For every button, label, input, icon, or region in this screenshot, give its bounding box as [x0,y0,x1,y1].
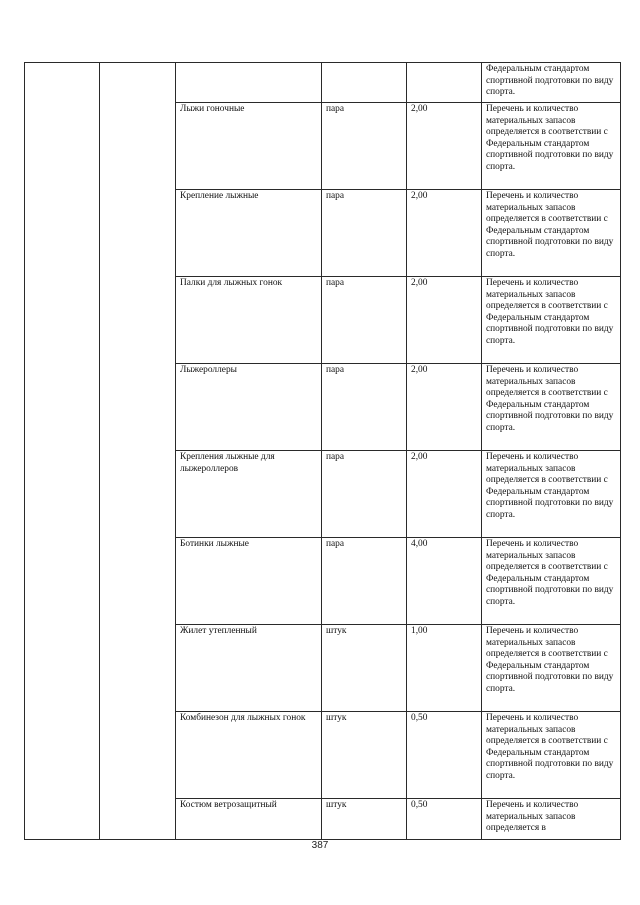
quantity-cell: 2,00 [407,103,482,190]
quantity-cell: 1,00 [407,625,482,712]
quantity-cell: 2,00 [407,451,482,538]
merged-empty-cell-col2 [100,63,176,840]
item-name-cell: Лыжи гоночные [176,103,322,190]
equipment-table [24,62,621,840]
quantity-cell: 2,00 [407,364,482,451]
quantity-cell: 2,00 [407,277,482,364]
note-cell: Перечень и количество материальных запасов определяется в соответствии с Федеральным стандартом спортивной подготовки по виду спорта. [482,712,621,799]
item-name-cell: Крепление лыжные [176,190,322,277]
note-cell: Перечень и количество материальных запасов определяется в соответствии с Федеральным стандартом спортивной подготовки по виду спорта. [482,277,621,364]
note-cell: Федеральным стандартом спортивной подготовки по виду спорта. [482,63,621,103]
item-name-cell: Жилет утепленный [176,625,322,712]
note-cell: Перечень и количество материальных запасов определяется в соответствии с Федеральным стандартом спортивной подготовки по виду спорта. [482,190,621,277]
item-name-cell: Палки для лыжных гонок [176,277,322,364]
note-cell: Перечень и количество материальных запасов определяется в [482,799,621,840]
note-cell: Перечень и количество материальных запасов определяется в соответствии с Федеральным стандартом спортивной подготовки по виду спорта. [482,364,621,451]
merged-empty-cell-col1 [25,63,100,840]
unit-cell: пара [322,103,407,190]
table-row [25,63,621,103]
quantity-cell: 4,00 [407,538,482,625]
unit-cell: пара [322,364,407,451]
equipment-table-body [25,63,621,840]
item-name-cell [176,63,322,103]
unit-cell: пара [322,451,407,538]
quantity-cell: 0,50 [407,799,482,840]
note-cell: Перечень и количество материальных запасов определяется в соответствии с Федеральным стандартом спортивной подготовки по виду спорта. [482,538,621,625]
unit-cell: штук [322,712,407,799]
note-cell: Перечень и количество материальных запасов определяется в соответствии с Федеральным стандартом спортивной подготовки по виду спорта. [482,625,621,712]
quantity-cell: 0,50 [407,712,482,799]
item-name-cell: Ботинки лыжные [176,538,322,625]
item-name-cell: Крепления лыжные для лыжероллеров [176,451,322,538]
quantity-cell: 2,00 [407,190,482,277]
note-cell: Перечень и количество материальных запасов определяется в соответствии с Федеральным стандартом спортивной подготовки по виду спорта. [482,103,621,190]
unit-cell: штук [322,625,407,712]
page-number: 387 [311,840,329,851]
quantity-cell [407,63,482,103]
unit-cell: пара [322,538,407,625]
item-name-cell: Лыжероллеры [176,364,322,451]
unit-cell [322,63,407,103]
item-name-cell: Комбинезон для лыжных гонок [176,712,322,799]
unit-cell: пара [322,277,407,364]
unit-cell: пара [322,190,407,277]
item-name-cell: Костюм ветрозащитный [176,799,322,840]
unit-cell: штук [322,799,407,840]
note-cell: Перечень и количество материальных запасов определяется в соответствии с Федеральным стандартом спортивной подготовки по виду спорта. [482,451,621,538]
